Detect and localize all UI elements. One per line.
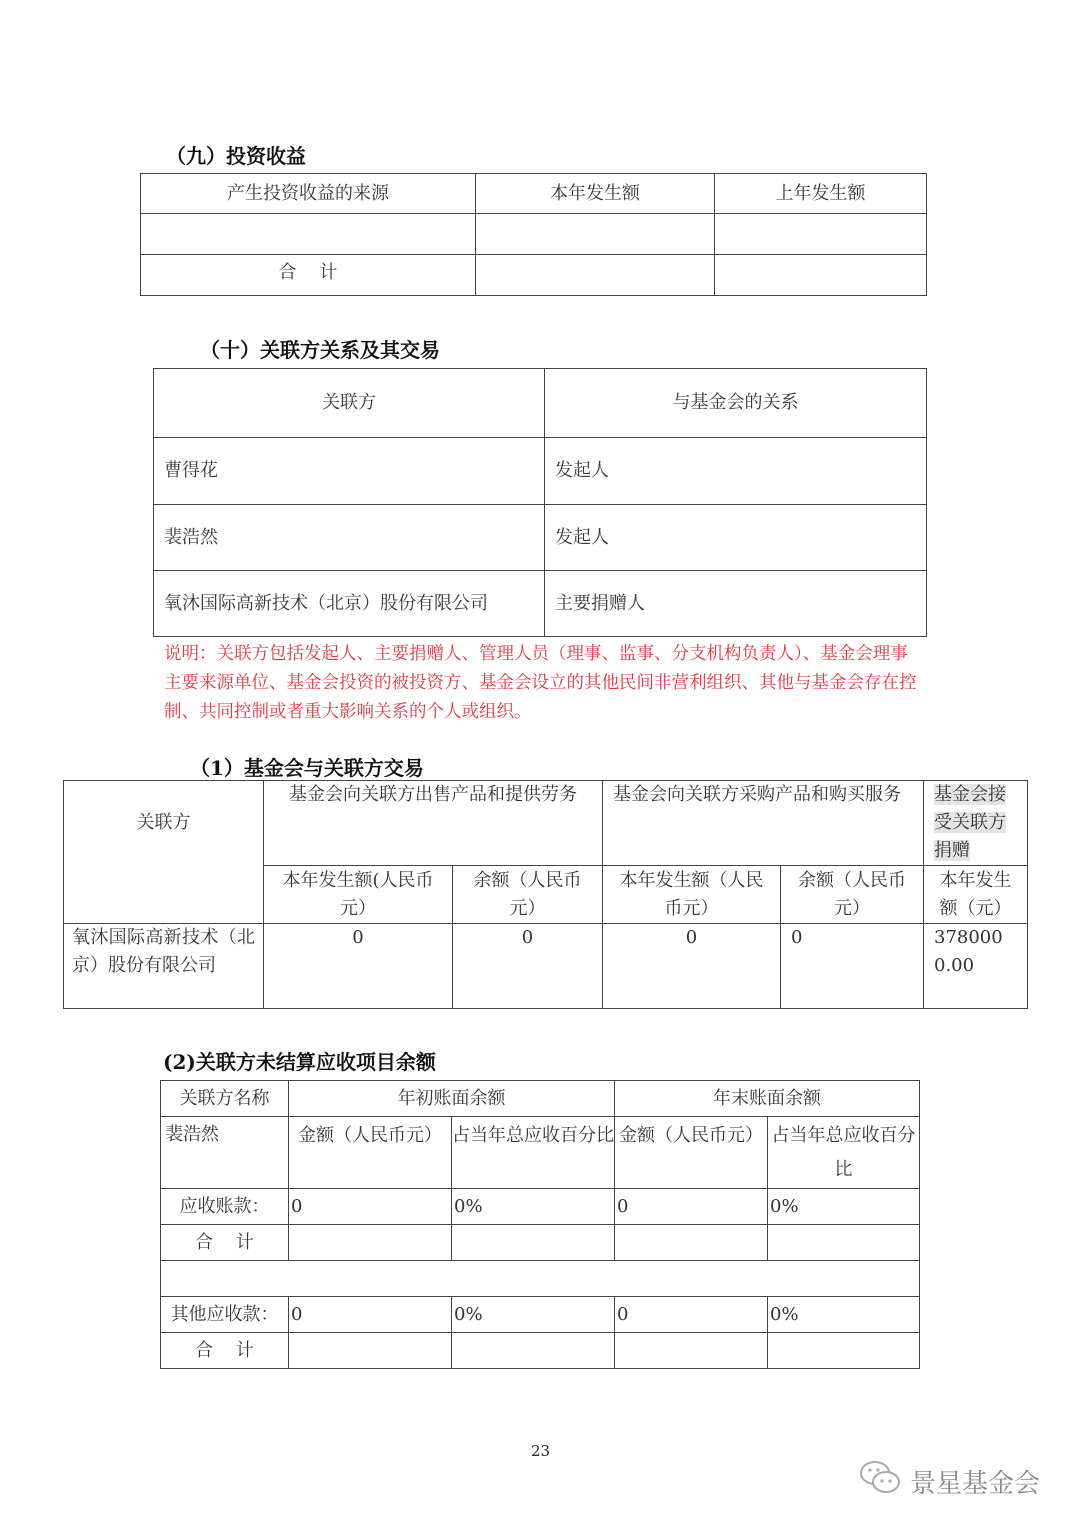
section-title-investment-income: （九）投资收益 <box>166 144 306 168</box>
table-row <box>64 924 1028 1009</box>
related-party-note: 说明：关联方包括发起人、主要捐赠人、管理人员（理事、监事、分支机构负责人）、基金会理事主要来源单位、基金会投资的被投资方、基金会设立的其他民间非营利组织、其他与基金会存在控制、共同控制或者重大影响关系的个人或组织。 <box>164 644 917 722</box>
subheader-end-percent: 占当年总应收百分比 <box>768 1117 920 1189</box>
cell: 0% <box>768 1297 920 1333</box>
transactions-table <box>63 780 1028 1009</box>
cell <box>141 214 476 255</box>
header-relationship: 与基金会的关系 <box>545 369 927 438</box>
watermark <box>858 1458 1040 1505</box>
table-row <box>154 571 927 637</box>
row-label: 应收账款： <box>161 1189 289 1225</box>
cell <box>452 1225 615 1261</box>
page-number: 23 <box>531 1442 551 1460</box>
investment-income-table <box>140 173 927 296</box>
cell <box>476 214 715 255</box>
buy-amount: 0 <box>603 924 781 1009</box>
header-related-party: 关联方 <box>154 369 545 438</box>
cell: 0% <box>768 1189 920 1225</box>
related-parties-table <box>153 368 927 637</box>
party-name: 裴浩然 <box>154 505 545 571</box>
header-sell-group: 基金会向关联方出售产品和提供劳务 <box>264 781 603 866</box>
row-label: 合 计 <box>161 1225 289 1261</box>
cell <box>715 255 927 296</box>
cell: 0 <box>615 1297 768 1333</box>
section-title-transactions: （1）基金会与关联方交易 <box>190 756 424 780</box>
subheader-buy-amount: 本年发生额（人民币元） <box>603 866 781 924</box>
watermark-text: 景星基金会 <box>910 1469 1041 1499</box>
section-title-receivables: (2)关联方未结算应收项目余额 <box>163 1050 436 1074</box>
cell: 0 <box>289 1189 452 1225</box>
party-name: 曹得花 <box>154 438 545 505</box>
header-party-name: 关联方名称 <box>161 1081 289 1117</box>
cell: 0% <box>452 1297 615 1333</box>
total-row <box>141 255 927 296</box>
header-beginning-balance: 年初账面余额 <box>289 1081 615 1117</box>
subheader-donate-amount: 本年发生额（元） <box>924 866 1028 924</box>
table-row <box>161 1189 920 1225</box>
wechat-icon <box>858 1458 904 1505</box>
cell <box>715 214 927 255</box>
subheader-sell-balance: 余额（人民币元） <box>453 866 603 924</box>
cell <box>476 255 715 296</box>
cell <box>289 1225 452 1261</box>
header-previous-year: 上年发生额 <box>715 174 927 214</box>
section-title-related-parties: （十）关联方关系及其交易 <box>200 338 440 362</box>
header-buy-group: 基金会向关联方采购产品和购买服务 <box>603 781 924 866</box>
cell: 0% <box>452 1189 615 1225</box>
receivables-table <box>160 1080 920 1369</box>
header-ending-balance: 年末账面余额 <box>615 1081 920 1117</box>
party-name: 氧沐国际高新技术（北京）股份有限公司 <box>64 924 264 1009</box>
header-donate-group <box>924 781 1028 866</box>
subheader-sell-amount: 本年发生额(人民币元） <box>264 866 453 924</box>
cell <box>452 1333 615 1369</box>
table-row <box>154 505 927 571</box>
sell-amount: 0 <box>264 924 453 1009</box>
subheader-buy-balance: 余额（人民币元） <box>781 866 924 924</box>
header-source: 产生投资收益的来源 <box>141 174 476 214</box>
header-current-year: 本年发生额 <box>476 174 715 214</box>
table-row <box>141 214 927 255</box>
cell <box>768 1225 920 1261</box>
sell-balance: 0 <box>453 924 603 1009</box>
header-party: 关联方 <box>64 781 264 924</box>
cell <box>768 1333 920 1369</box>
total-label: 合 计 <box>141 255 476 296</box>
subheader-begin-percent: 占当年总应收百分比 <box>452 1117 615 1189</box>
total-row <box>161 1225 920 1261</box>
party-relationship: 发起人 <box>545 438 927 505</box>
subheader-end-amount: 金额（人民币元） <box>615 1117 768 1189</box>
cell <box>615 1333 768 1369</box>
table-row <box>154 438 927 505</box>
cell <box>289 1333 452 1369</box>
buy-balance: 0 <box>781 924 924 1009</box>
empty-cell <box>161 1261 920 1297</box>
cell: 0 <box>289 1297 452 1333</box>
party-name: 氧沐国际高新技术（北京）股份有限公司 <box>154 571 545 637</box>
party-relationship: 主要捐赠人 <box>545 571 927 637</box>
total-row <box>161 1333 920 1369</box>
row-label: 合 计 <box>161 1333 289 1369</box>
cell <box>615 1225 768 1261</box>
row-label: 其他应收款： <box>161 1297 289 1333</box>
party-name: 裴浩然 <box>161 1117 289 1189</box>
donate-amount: 3780000.00 <box>924 924 1028 1009</box>
subheader-begin-amount: 金额（人民币元） <box>289 1117 452 1189</box>
cell: 0 <box>615 1189 768 1225</box>
spacer-row <box>161 1261 920 1297</box>
donate-group-label: 基金会接受关联方捐赠 <box>934 784 1006 861</box>
party-relationship: 发起人 <box>545 505 927 571</box>
table-row <box>161 1297 920 1333</box>
